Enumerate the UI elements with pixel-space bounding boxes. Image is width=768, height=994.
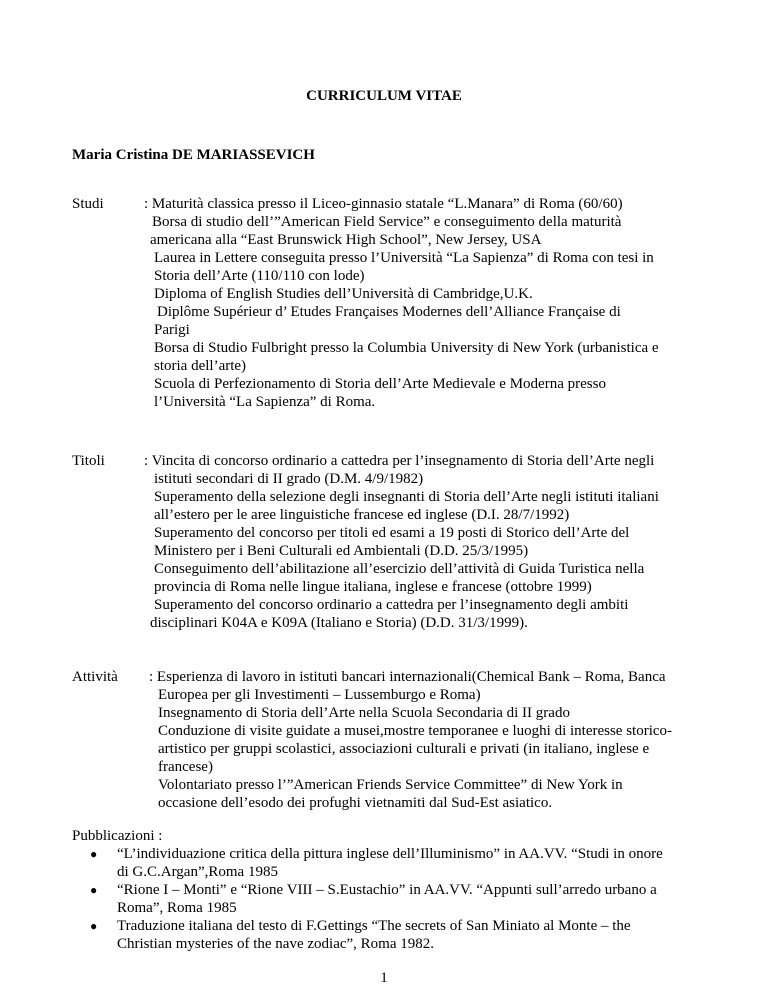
- attivita-line: Conduzione di visite guidate a musei,mostre temporanee e luoghi di interesse storico-: [158, 723, 673, 739]
- attivita-line: : Esperienza di lavoro in istituti bancari internazionali(Chemical Bank – Roma, Banca: [149, 669, 666, 685]
- titoli-line: Superamento del concorso ordinario a cattedra per l’insegnamento degli ambiti: [154, 597, 629, 613]
- section-label-attivita: Attività: [72, 669, 118, 685]
- attivita-line: Volontariato presso l’”American Friends Service Committee” di New York in: [158, 777, 623, 793]
- studi-line: Laurea in Lettere conseguita presso l’Università “La Sapienza” di Roma con tesi in: [154, 250, 654, 266]
- studi-line: Storia dell’Arte (110/110 con lode): [154, 268, 365, 284]
- studi-line: : Maturità classica presso il Liceo-ginnasio statale “L.Manara” di Roma (60/60): [144, 196, 623, 212]
- studi-line: l’Università “La Sapienza” di Roma.: [154, 394, 376, 410]
- attivita-line: Insegnamento di Storia dell’Arte nella Scuola Secondaria di II grado: [158, 705, 570, 721]
- bullet-icon: ●: [90, 883, 98, 897]
- titoli-line: istituti secondari di II grado (D.M. 4/9/1982): [154, 471, 424, 487]
- titoli-line: Ministero per i Beni Culturali ed Ambientali (D.D. 25/3/1995): [154, 543, 529, 559]
- titoli-line: disciplinari K04A e K09A (Italiano e Storia) (D.D. 31/3/1999).: [150, 615, 528, 631]
- titoli-line: Superamento della selezione degli insegnanti di Storia dell’Arte negli istituti italiani: [154, 489, 659, 505]
- studi-line: Borsa di Studio Fulbright presso la Columbia University di New York (urbanistica e: [154, 340, 659, 356]
- titoli-line: : Vincita di concorso ordinario a cattedra per l’insegnamento di Storia dell’Arte negli: [144, 453, 655, 469]
- section-label-titoli: Titoli: [72, 453, 105, 469]
- publication-line: Roma”, Roma 1985: [117, 900, 237, 916]
- studi-line: Borsa di studio dell’”American Field Service” e conseguimento della maturità: [152, 214, 622, 230]
- titoli-line: provincia di Roma nelle lingue italiana, inglese e francese (ottobre 1999): [154, 579, 592, 595]
- studi-line: storia dell’arte): [154, 358, 247, 374]
- section-label-pubblicazioni: Pubblicazioni :: [72, 828, 163, 844]
- studi-line: americana alla “East Brunswick High School”, New Jersey, USA: [150, 232, 542, 248]
- attivita-line: Europea per gli Investimenti – Lussemburgo e Roma): [158, 687, 481, 703]
- publication-line: Christian mysteries of the nave zodiac”, Roma 1982.: [117, 936, 434, 952]
- person-name: Maria Cristina DE MARIASSEVICH: [72, 147, 315, 163]
- titoli-line: all’estero per le aree linguistiche francese ed inglese (D.I. 28/7/1992): [154, 507, 570, 523]
- publication-line: “L’individuazione critica della pittura inglese dell’Illuminismo” in AA.VV. “Studi in onore: [117, 846, 663, 862]
- page-number: 1: [380, 970, 388, 986]
- attivita-line: artistico per gruppi scolastici, associazioni culturali e privati (in italiano, inglese e: [158, 741, 650, 757]
- studi-line: Diploma of English Studies dell’Università di Cambridge,U.K.: [154, 286, 533, 302]
- publication-line: di G.C.Argan”,Roma 1985: [117, 864, 278, 880]
- publication-line: Traduzione italiana del testo di F.Gettings “The secrets of San Miniato al Monte – the: [117, 918, 631, 934]
- attivita-line: occasione dell’esodo dei profughi vietnamiti dal Sud-Est asiatico.: [158, 795, 553, 811]
- titoli-line: Conseguimento dell’abilitazione all’esercizio dell’attività di Guida Turistica nella: [154, 561, 645, 577]
- studi-line: Diplôme Supérieur d’ Etudes Françaises Modernes dell’Alliance Française di: [157, 304, 621, 320]
- studi-line: Parigi: [154, 322, 190, 338]
- bullet-icon: ●: [90, 847, 98, 861]
- publication-line: “Rione I – Monti” e “Rione VIII – S.Eustachio” in AA.VV. “Appunti sull’arredo urbano a: [117, 882, 657, 898]
- studi-line: Scuola di Perfezionamento di Storia dell’Arte Medievale e Moderna presso: [154, 376, 606, 392]
- page-title: CURRICULUM VITAE: [306, 88, 462, 104]
- titoli-line: Superamento del concorso per titoli ed esami a 19 posti di Storico dell’Arte del: [154, 525, 630, 541]
- section-label-studi: Studi: [72, 196, 104, 212]
- attivita-line: francese): [158, 759, 213, 775]
- bullet-icon: ●: [90, 919, 98, 933]
